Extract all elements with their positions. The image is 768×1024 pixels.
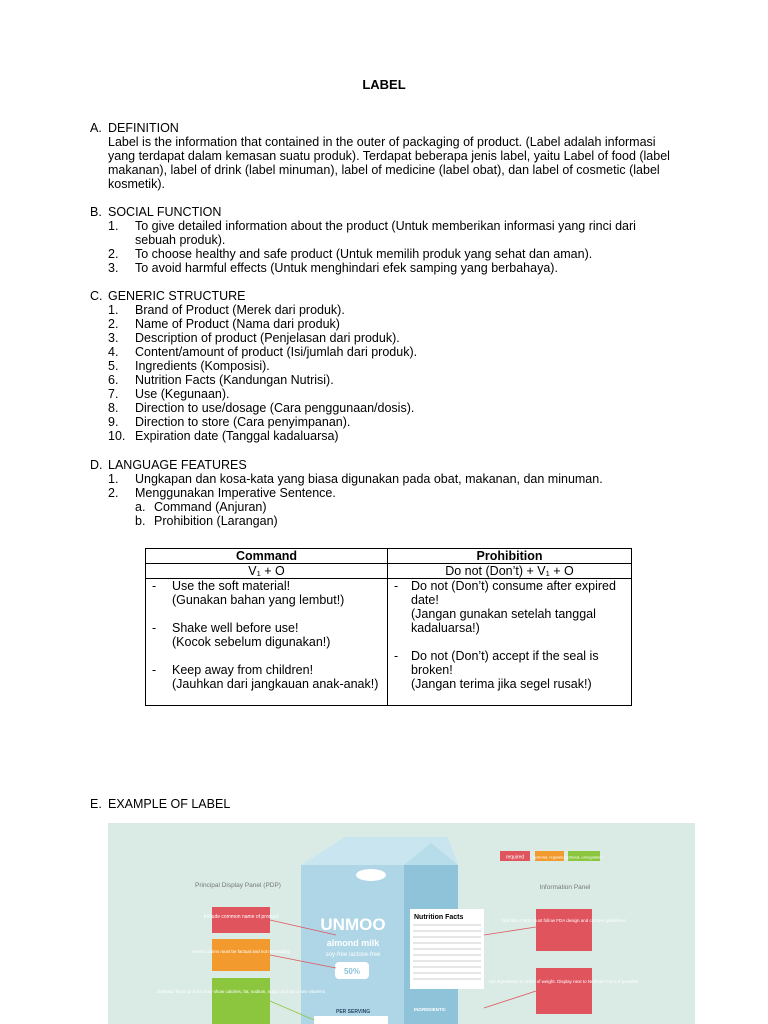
callout-common-name (212, 907, 270, 933)
section-example (90, 797, 690, 811)
legend-unregulated-label: optional, unregulated (565, 854, 603, 860)
list-item: 2. Name of Product (Nama dari produk) (108, 317, 340, 331)
pdp-title: Principal Display Panel (PDP) (195, 882, 281, 889)
ingredients-label: INGREDIENTS: (414, 1007, 447, 1012)
callout-common-name-text: Include common name of product (203, 914, 279, 920)
section-heading (90, 205, 690, 219)
list-item: 3. Description of product (Penjelasan dari produk). (108, 331, 400, 345)
header-prohibition: Prohibition (388, 549, 632, 564)
definition-text: Label is the information that contained in the outer of packaging of product. (Label adalah informasi yang terdapat dalam kemasan suatu produk). Terdapat beberapa jenis label, yaitu Label of food (label makanan), label of drink (label minuman), label of medicine (label obat), dan label of cosmetic (label kosmetik). (108, 135, 670, 191)
info-panel-title: Information Panel (539, 884, 591, 891)
sub-list (135, 500, 690, 528)
section-generic-structure (90, 289, 690, 443)
callout-ingredients-text: List ingredients in order of weight. Display next to Nutrition Facts if possible. (488, 979, 640, 984)
section-heading (90, 121, 690, 135)
list-item: 1. To give detailed information about the product (Untuk memberikan informasi yang rinci dari sebuah produk). (108, 219, 636, 247)
section-letter: E. (90, 797, 102, 811)
list-item: 5. Ingredients (Komposisi). (108, 359, 270, 373)
list-item: 9. Direction to store (Cara penyimpanan). (108, 415, 351, 429)
formula-prohibition: Do not (Don’t) + V₁ + O (388, 564, 632, 579)
list-item: 7. Use (Kegunaan). (108, 387, 230, 401)
section-title: EXAMPLE OF LABEL (108, 797, 231, 811)
header-command: Command (146, 549, 388, 564)
list-item: 1. Ungkapan dan kosa-kata yang biasa digunakan pada obat, makanan, dan minuman. (108, 472, 603, 486)
milk-carton (301, 837, 484, 1024)
page-title: LABEL (362, 77, 406, 92)
section-definition (90, 121, 690, 191)
list-item: 8. Direction to use/dosage (Cara penggunaan/dosis). (108, 401, 415, 415)
section-title: LANGUAGE FEATURES (108, 458, 247, 472)
badge-text: 50% (343, 967, 361, 976)
product-description: soy-free lactose-free (325, 952, 381, 958)
list-item: 6. Nutrition Facts (Kandungan Nutrisi). (108, 373, 334, 387)
section-letter: C. (90, 289, 103, 303)
section-language-features (90, 458, 690, 528)
generic-structure-list (108, 303, 690, 443)
section-title: DEFINITION (108, 121, 179, 135)
imperative-table (145, 548, 632, 706)
callout-facts-up-front-text: Optional 'facts up front' may show calories, fat, sodium, sugar and up to two vitamins (156, 989, 326, 994)
table-example-row (146, 579, 632, 706)
callout-health-claims (212, 939, 270, 971)
product-name: almond milk (326, 938, 380, 948)
sub-list-item: a. Command (Anjuran) (135, 500, 267, 514)
section-letter: B. (90, 205, 102, 219)
legend-required-label: required (505, 854, 525, 861)
list-item: 2. Menggunakan Imperative Sentence. a. Command (Anjuran) b. Prohibition (Larangan) (108, 486, 690, 528)
list-item: 10. Expiration date (Tanggal kadaluarsa) (108, 429, 339, 443)
section-letter: A. (90, 121, 102, 135)
legend-regulated-label: optional, regulated (533, 854, 566, 860)
callout-facts-up-front (212, 978, 270, 1024)
section-letter: D. (90, 458, 103, 472)
callout-ingredients (536, 968, 592, 1014)
list-item: 1. Brand of Product (Merek dari produk). (108, 303, 345, 317)
section-heading (90, 458, 690, 472)
section-heading (90, 289, 690, 303)
formula-command: V₁ + O (146, 564, 388, 579)
command-example: - Shake well before use! (Kocok sebelum digunakan!) (152, 621, 331, 649)
brand-name: UNMOO (320, 915, 386, 934)
list-item: 3. To avoid harmful effects (Untuk menghindari efek samping yang berbahaya). (108, 261, 558, 275)
callout-health-claims-text: Health claims must be factual and not misleading (192, 949, 290, 954)
prohibition-example: - Do not (Don’t) accept if the seal is broken! (Jangan terima jika segel rusak!) (394, 649, 599, 691)
prohibition-examples-cell (388, 579, 632, 706)
table-formula-row (146, 564, 632, 579)
callout-nutrition-facts-text: Nutrition Facts must follow FDA design and content guidelines (502, 918, 626, 923)
section-social-function (90, 205, 690, 275)
nutrition-title: Nutrition Facts (414, 914, 464, 921)
prohibition-example: - Do not (Don’t) consume after expired date! (Jangan gunakan setelah tanggal kadaluarsa!) (394, 579, 616, 635)
command-example: - Use the soft material! (Gunakan bahan yang lembut!) (152, 579, 345, 607)
callout-nutrition-facts (536, 909, 592, 951)
language-features-list (108, 472, 690, 528)
section-heading (90, 797, 690, 811)
social-function-list (108, 219, 690, 275)
milk-carton-illustration (108, 823, 695, 1024)
per-serving: PER SERVING (336, 1009, 371, 1015)
callout-leader-lines-right (484, 927, 536, 1008)
label-example-image (108, 823, 695, 1024)
table-header-row (146, 549, 632, 564)
sub-list-item: b. Prohibition (Larangan) (135, 514, 278, 528)
per-serving-box (314, 1016, 388, 1024)
command-examples-cell (146, 579, 388, 706)
command-example: - Keep away from children! (Jauhkan dari jangkauan anak-anak!) (152, 663, 379, 691)
section-title: GENERIC STRUCTURE (108, 289, 246, 303)
list-item: 2. To choose healthy and safe product (Untuk memilih produk yang sehat dan aman). (108, 247, 593, 261)
list-item: 4. Content/amount of product (Isi/jumlah dari produk). (108, 345, 418, 359)
carton-cap (356, 869, 386, 881)
section-title: SOCIAL FUNCTION (108, 205, 222, 219)
